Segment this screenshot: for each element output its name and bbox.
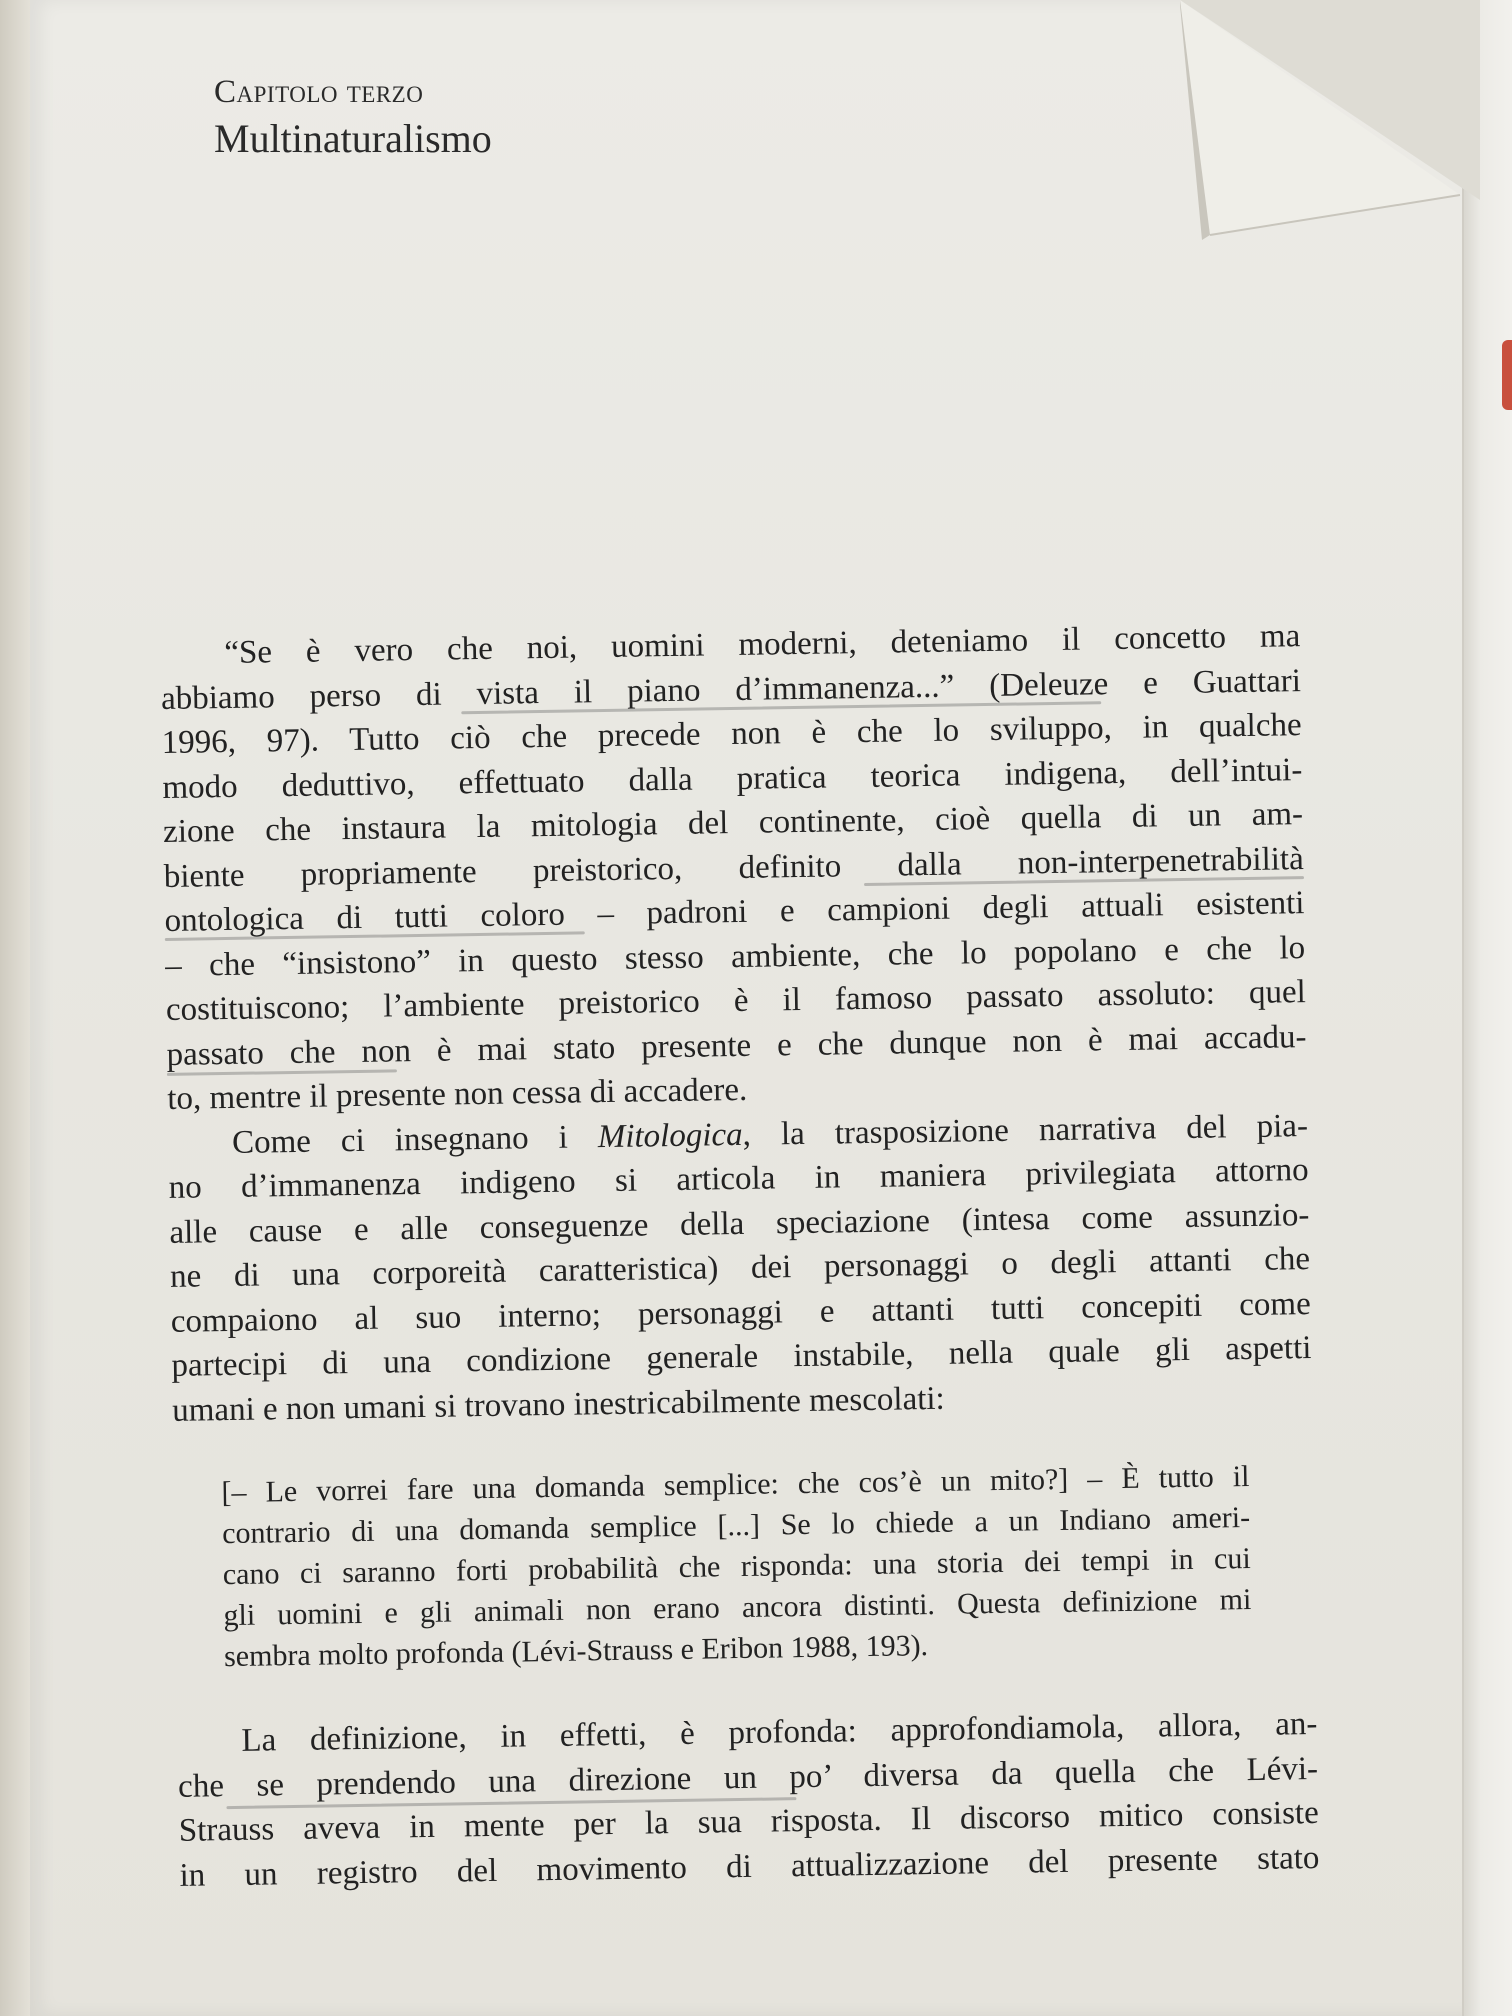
text-line: ontologica di tutti coloro – padroni e campioni degli attuali esistenti xyxy=(164,885,1305,939)
text-line: che se prendendo una direzione un po’ diversa da quella che Lévi- xyxy=(177,1750,1319,1805)
text-line: La definizione, in effetti, è profonda: approfondiamola, allora, an- xyxy=(241,1705,1318,1759)
text-line: costituiscono; l’ambiente preistorico è il famoso passato assoluto: quel xyxy=(165,974,1307,1028)
quote-line: sembra molto profonda (Lévi-Strauss e Eribon 1988, 193). xyxy=(223,1629,929,1674)
text-line: – che “insistono” in questo stesso ambiente, che lo popolano e che lo xyxy=(164,929,1306,984)
quote-line: contrario di una domanda semplice [...] Se lo chiede a un Indiano ameri- xyxy=(221,1500,1251,1551)
text-run: Come ci insegnano i xyxy=(231,1118,599,1161)
text-line: zione che instaura la mitologia del continente, cioè quella di un am- xyxy=(162,796,1304,850)
quote-line: cano ci saranno forti probabilità che risponda: una storia dei tempi in cui xyxy=(222,1541,1251,1592)
text-line: to, mentre il presente non cessa di accadere. xyxy=(167,1071,748,1117)
text-run: , la trasposizione narrativa del pia- xyxy=(742,1107,1309,1153)
text-line: Strauss aveva in mente per la sua risposta. Il discorso mitico consiste xyxy=(178,1794,1319,1849)
text-line: no d’immanenza indigeno si articola in maniera privilegiata attorno xyxy=(168,1152,1309,1206)
folded-corner-icon xyxy=(1180,0,1480,240)
quote-line: gli uomini e gli animali non erano ancora distinti. Questa definizione mi xyxy=(223,1582,1252,1633)
text-line: modo deduttivo, effettuato dalla pratica teorica indigena, dell’intui- xyxy=(162,751,1303,806)
chapter-heading xyxy=(214,72,492,164)
text-line: umani e non umani si trovano inestricabilmente mescolati: xyxy=(171,1380,945,1429)
paragraph-2 xyxy=(168,1104,1313,1433)
paragraph-1 xyxy=(160,614,1308,1121)
quote-line: [– Le vorrei fare una domanda semplice: che cos’è un mito?] – È tutto il xyxy=(221,1459,1250,1510)
text-line: passato che non è mai stato presente e che dunque non è mai accadu- xyxy=(166,1018,1307,1073)
bookmark-tab xyxy=(1502,340,1512,410)
text-line: biente propriamente preistorico, definito dalla non-interpenetrabilità xyxy=(163,840,1304,895)
text-line: in un registro del movimento di attualizzazione del presente stato xyxy=(179,1839,1320,1894)
text-line: ne di una corporeità caratteristica) dei personaggi o degli attanti che xyxy=(169,1241,1311,1295)
italic-title: Mitologica xyxy=(597,1116,743,1155)
body-text xyxy=(160,614,1320,1898)
text-line: 1996, 97). Tutto ciò che precede non è che lo sviluppo, in qualche xyxy=(161,707,1302,761)
next-page-edge xyxy=(1462,0,1512,2016)
block-quote xyxy=(173,1455,1316,1678)
text-line: partecipi di una condizione generale instabile, nella quale gli aspetti xyxy=(171,1330,1312,1384)
text-line: abbiamo perso di vista il piano d’immanenza...” (Deleuze e Guattari xyxy=(160,662,1302,717)
chapter-label: Capitolo terzo xyxy=(214,74,424,110)
text-line: alle cause e alle conseguenze della speciazione (intesa come assunzio- xyxy=(169,1196,1310,1251)
chapter-title: Multinaturalismo xyxy=(214,116,492,161)
text-line: compaiono al suo interno; personaggi e attanti tutti concepiti come xyxy=(170,1285,1311,1340)
text-line: “Se è vero che noi, uomini moderni, deteniamo il concetto ma xyxy=(224,618,1301,671)
